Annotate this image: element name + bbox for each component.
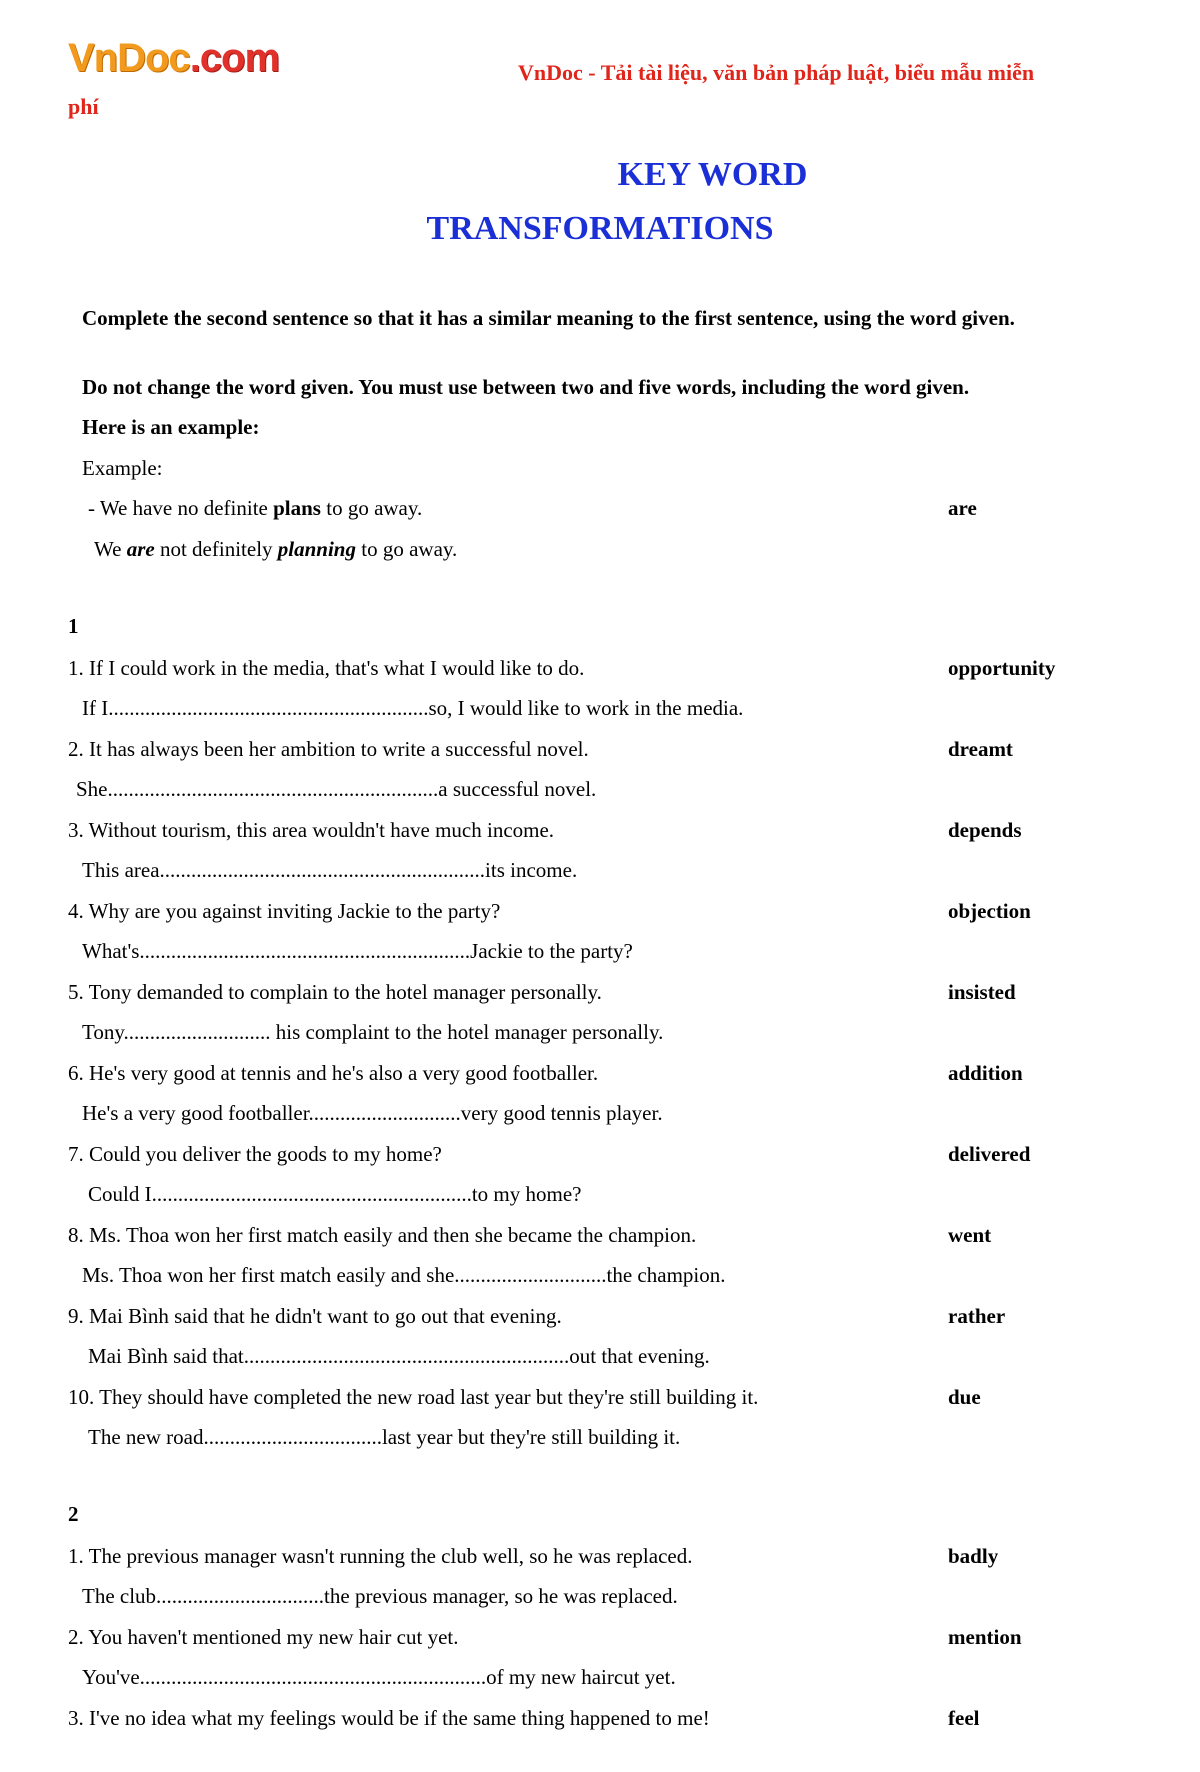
keyword-1-4: objection	[948, 899, 1031, 923]
answer-line-1-9[interactable]: Mai Bình said that..............................................................out that evening.	[88, 1344, 710, 1368]
example-s2-pre: We	[94, 537, 127, 561]
page-title-line1: KEY WORD	[617, 156, 808, 193]
answer-line-1-7[interactable]: Could I.............................................................to my home?	[88, 1182, 582, 1206]
keyword-1-9: rather	[948, 1304, 1006, 1328]
logo-suffix: .com	[189, 36, 280, 80]
answer-line-1-10[interactable]: The new road..................................last year but they're still building it.	[88, 1425, 681, 1449]
keyword-2-3: feel	[948, 1706, 980, 1730]
question-2-3: 3. I've no idea what my feelings would be if the same thing happened to me!	[68, 1706, 710, 1730]
question-1-1: 1. If I could work in the media, that's what I would like to do.	[68, 656, 585, 680]
example-s2-bold-1: are	[126, 537, 155, 561]
question-1-6: 6. He's very good at tennis and he's also a very good footballer.	[68, 1061, 599, 1085]
page-title-line2: TRANSFORMATIONS	[426, 210, 774, 247]
answer-line-1-5[interactable]: Tony............................ his complaint to the hotel manager personally.	[82, 1020, 664, 1044]
answer-line-2-2[interactable]: You've..................................................................of my new haircut yet.	[82, 1665, 676, 1689]
answer-line-1-2[interactable]: She...............................................................a successful novel.	[76, 777, 597, 801]
question-1-9: 9. Mai Bình said that he didn't want to go out that evening.	[68, 1304, 562, 1328]
example-s2-post: to go away.	[356, 537, 458, 561]
keyword-1-3: depends	[948, 818, 1022, 842]
example-sentence-1	[88, 495, 422, 521]
question-1-2: 2. It has always been her ambition to write a successful novel.	[68, 737, 589, 761]
answer-line-2-1[interactable]: The club................................the previous manager, so he was replaced.	[82, 1584, 678, 1608]
answer-line-1-8[interactable]: Ms. Thoa won her first match easily and she.............................the champion.	[82, 1263, 726, 1287]
keyword-1-10: due	[948, 1385, 981, 1409]
logo-main: VnDoc	[68, 36, 190, 80]
keyword-2-1: badly	[948, 1544, 999, 1568]
section-number: 1	[68, 614, 79, 638]
header-tagline-cont: phí	[68, 94, 99, 119]
keyword-1-7: delivered	[948, 1142, 1031, 1166]
question-1-5: 5. Tony demanded to complain to the hotel manager personally.	[68, 980, 602, 1004]
instruction-1: Complete the second sentence so that it has a similar meaning to the first sentence, using the word given.	[82, 306, 1015, 330]
example-s1-pre: - We have no definite	[88, 496, 274, 520]
answer-line-1-4[interactable]: What's...............................................................Jackie to the party?	[82, 939, 633, 963]
section-number: 2	[68, 1502, 79, 1526]
question-2-2: 2. You haven't mentioned my new hair cut yet.	[68, 1625, 459, 1649]
example-keyword: are	[948, 496, 977, 520]
example-s1-bold: plans	[273, 496, 321, 520]
example-sentence-2	[94, 536, 457, 562]
example-s2-mid: not definitely	[154, 537, 278, 561]
keyword-1-2: dreamt	[948, 737, 1013, 761]
vndoc-logo[interactable]	[68, 38, 279, 78]
keyword-2-2: mention	[948, 1625, 1022, 1649]
question-1-4: 4. Why are you against inviting Jackie to the party?	[68, 899, 501, 923]
instruction-3: Here is an example:	[82, 415, 260, 439]
keyword-1-1: opportunity	[948, 656, 1056, 680]
question-2-1: 1. The previous manager wasn't running the club well, so he was replaced.	[68, 1544, 693, 1568]
example-label: Example:	[82, 456, 163, 480]
keyword-1-6: addition	[948, 1061, 1023, 1085]
header-tagline: VnDoc - Tải tài liệu, văn bản pháp luật, biểu mẫu miễn	[518, 60, 1035, 85]
instruction-2: Do not change the word given. You must use between two and five words, including the word given.	[82, 375, 970, 399]
keyword-1-5: insisted	[948, 980, 1016, 1004]
answer-line-1-1[interactable]: If I.............................................................so, I would like to work in the media.	[82, 696, 744, 720]
question-1-7: 7. Could you deliver the goods to my home?	[68, 1142, 442, 1166]
keyword-1-8: went	[948, 1223, 992, 1247]
example-s2-bold-2: planning	[277, 537, 356, 561]
question-1-3: 3. Without tourism, this area wouldn't have much income.	[68, 818, 555, 842]
question-1-10: 10. They should have completed the new road last year but they're still building it.	[68, 1385, 759, 1409]
answer-line-1-3[interactable]: This area..............................................................its income.	[82, 858, 578, 882]
example-s1-post: to go away.	[320, 496, 423, 520]
question-1-8: 8. Ms. Thoa won her first match easily and then she became the champion.	[68, 1223, 697, 1247]
answer-line-1-6[interactable]: He's a very good footballer.............................very good tennis player.	[82, 1101, 663, 1125]
